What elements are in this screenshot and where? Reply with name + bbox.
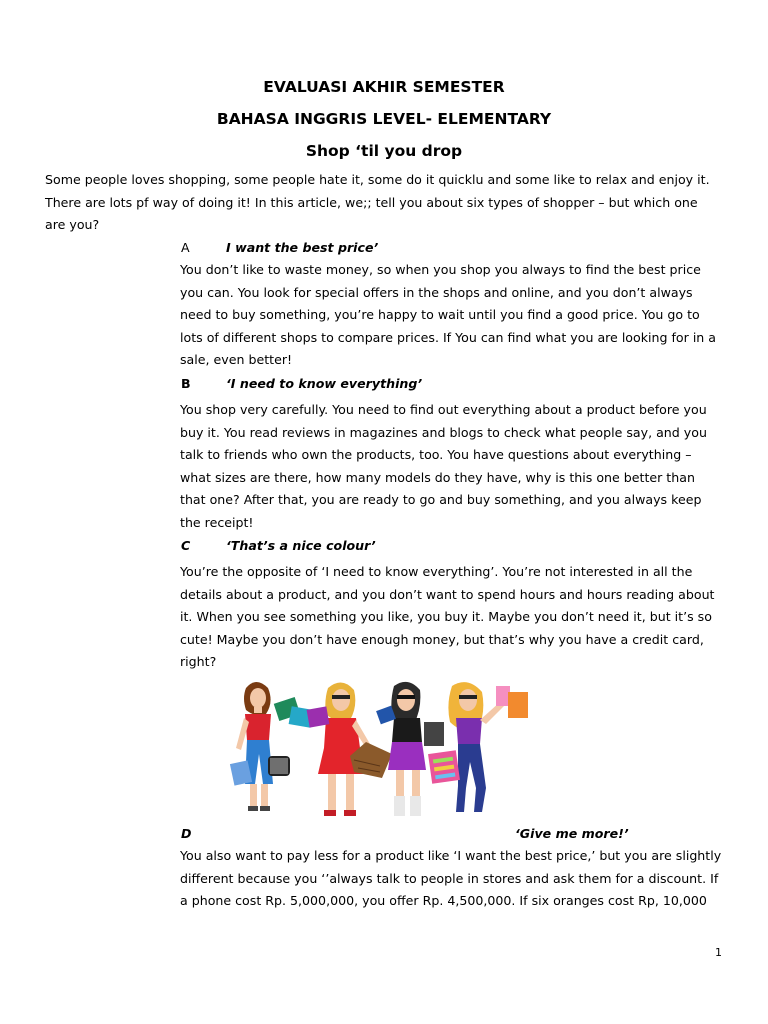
section-d-line: different because you ‘’always talk to people in stores and ask them for a discount. If bbox=[180, 870, 719, 886]
page-number: 1 bbox=[715, 946, 722, 959]
shopper-figure bbox=[230, 682, 313, 811]
section-a-line: you can. You look for special offers in the shops and online, and you don’t always bbox=[180, 284, 693, 300]
document-subtitle: BAHASA INGGRIS LEVEL- ELEMENTARY bbox=[216, 110, 552, 128]
section-a-paragraph bbox=[180, 259, 740, 372]
section-a-line: need to buy something, you’re happy to wait until you find a good price. You go to bbox=[180, 307, 700, 323]
shopping-women-illustration bbox=[228, 678, 540, 826]
section-b-paragraph bbox=[180, 399, 740, 535]
section-a-line: lots of different shops to compare prices. If You can find what you are looking for in a bbox=[180, 329, 717, 345]
section-c-line: it. When you see something you like, you buy it. Maybe you don’t need it, but it’s so bbox=[180, 609, 712, 625]
section-a-heading: I want the best price’ bbox=[226, 240, 379, 255]
section-b-line: You shop very carefully. You need to find out everything about a product before you bbox=[180, 402, 707, 417]
section-b-line: talk to friends who own the products, too. You have questions about everything – bbox=[180, 447, 692, 463]
section-d-line: a phone cost Rp. 5,000,000, you offer Rp. 4,500,000. If six oranges cost Rp, 10,000 bbox=[180, 893, 707, 909]
section-b-line: that one? After that, you are ready to go and buy something, and you always keep bbox=[180, 492, 702, 508]
section-d-heading: ‘Give me more!’ bbox=[515, 826, 629, 841]
section-c-paragraph bbox=[180, 561, 740, 674]
section-a-line: sale, even better! bbox=[180, 352, 293, 368]
section-b-heading: ‘I need to know everything’ bbox=[226, 376, 423, 391]
intro-line: Some people loves shopping, some people hate it, some do it quicklu and some like to relax and enjoy it. bbox=[45, 172, 710, 187]
section-d-paragraph bbox=[180, 845, 740, 913]
section-d-line: You also want to pay less for a product like ‘I want the best price,’ but you are slightly bbox=[180, 848, 722, 863]
section-b-line: buy it. You read reviews in magazines and blogs to check what people say, and you bbox=[180, 424, 707, 440]
section-d-letter: D bbox=[181, 826, 192, 841]
shopper-figure bbox=[376, 682, 444, 816]
intro-line: are you? bbox=[45, 217, 100, 232]
section-c-heading: ‘That’s a nice colour’ bbox=[226, 538, 376, 553]
shopper-figure bbox=[307, 682, 392, 816]
article-title: Shop ‘til you drop bbox=[305, 142, 463, 160]
section-c-letter: C bbox=[181, 538, 191, 553]
document-title: EVALUASI AKHIR SEMESTER bbox=[263, 78, 505, 96]
section-c-line: right? bbox=[180, 654, 217, 670]
section-a-line: You don’t like to waste money, so when you shop you always to find the best price bbox=[180, 262, 701, 277]
section-b-line: the receipt! bbox=[180, 514, 254, 530]
section-a-letter: A bbox=[181, 240, 190, 255]
section-c-line: details about a product, and you don’t want to spend hours and hours reading about bbox=[180, 586, 715, 602]
section-c-line: You’re the opposite of ‘I need to know everything’. You’re not interested in all the bbox=[180, 564, 693, 579]
section-b-line: what sizes are there, how many models do they have, why is this one better than bbox=[180, 469, 695, 485]
shopper-figure bbox=[428, 682, 528, 812]
intro-paragraph bbox=[45, 169, 710, 237]
intro-line: There are lots pf way of doing it! In this article, we;; tell you about six types of shopper – but which one bbox=[45, 194, 698, 210]
section-c-line: cute! Maybe you don’t have enough money, but that’s why you have a credit card, bbox=[180, 631, 704, 647]
section-b-letter: B bbox=[181, 376, 191, 391]
